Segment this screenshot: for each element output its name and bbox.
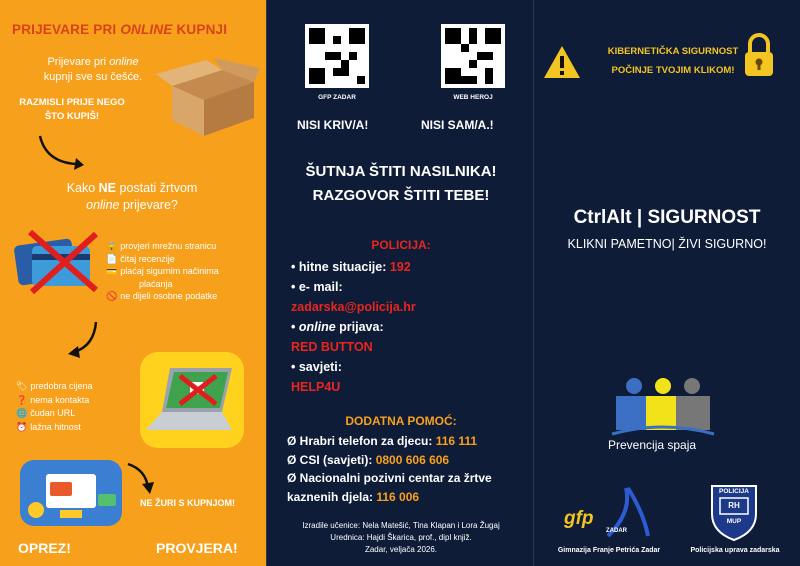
arrow-icon: [36, 132, 86, 172]
gfp-logo-text: gfp: [564, 508, 594, 529]
think-before-buying: RAZMISLI PRIJE NEGO ŠTO KUPIŠ!: [19, 97, 125, 122]
safety-tips-list: [106, 240, 266, 303]
list-item: 🚫 ne dijeli osobne podatke: [106, 291, 218, 301]
puzzle-people-icon: [608, 376, 718, 438]
police-title: POLICIJA:: [371, 238, 431, 252]
badge-top-text: POLICIJA: [719, 488, 749, 495]
padlock-icon: [742, 32, 776, 78]
red-button-link[interactable]: RED BUTTON: [291, 340, 373, 354]
cardboard-box-icon: [152, 56, 262, 138]
red-flags-list: [16, 380, 136, 434]
check-text: PROVJERA!: [156, 540, 238, 556]
arrow-icon: [124, 460, 156, 496]
list-item: 🌐 čudan URL: [16, 408, 76, 418]
list-item: Ø Hrabri telefon za djecu: 116 111: [287, 434, 478, 448]
right-panel: [534, 0, 800, 566]
brand-title: CtrlAlt | SIGURNOST: [573, 207, 761, 228]
school-name: Gimnazija Franje Petrića Zadar: [557, 547, 661, 554]
help4u-link[interactable]: HELP4U: [291, 380, 341, 394]
qr-code-webheroj[interactable]: [441, 24, 505, 88]
arrow-icon: [64, 318, 104, 362]
extra-help-title: DODATNA POMOĆ:: [345, 414, 457, 428]
online-payment-icon: [20, 460, 122, 526]
police-badge: [708, 480, 760, 542]
credits: Izradile učenice: Nela Matešić, Tina Klapan i Lora Žugaj Urednica: Hajdi Škarica, prof., dipl knjiž. Zadar, veljača 2026.: [302, 521, 500, 554]
laptop-icon: [140, 352, 244, 448]
gfp-logo-city: ZADAR: [606, 528, 627, 534]
left-panel: [0, 0, 266, 566]
left-intro: Prijevare pri online kupnji sve su češće.: [43, 56, 143, 83]
extra-help-list: [287, 432, 527, 506]
qr-code-icon: [309, 28, 365, 84]
qr-code-icon: [445, 28, 501, 84]
list-item: [291, 297, 521, 317]
list-item: Ø CSI (savjeti): 0800 606 606: [287, 452, 450, 467]
list-item: ❓ nema kontakta: [16, 394, 90, 405]
list-item: • online prijava:: [291, 320, 384, 334]
list-item: • savjeti:: [291, 360, 342, 374]
list-item: plaćanja: [139, 278, 173, 289]
warning-triangle-icon: [542, 44, 582, 80]
payment-illustration: [20, 460, 122, 526]
no-hurry-text: NE ŽURI S KUPNJOM!: [140, 498, 236, 508]
police-contacts-list: [291, 257, 521, 397]
how-not-victim: Kako NE postati žrtvom online prijevare?: [66, 181, 198, 212]
cyber-warning: KIBERNETIČKA SIGURNOST POČINJE TVOJIM KLIKOM!: [607, 46, 739, 76]
list-item: 💳 plaćaj sigurnim načinima: [106, 266, 219, 276]
police-unit-name: Policijska uprava zadarska: [690, 547, 780, 554]
list-item: Ø Nacionalni pozivni centar za žrtve kaznenih djela: 116 006: [287, 471, 492, 504]
qr-label-webheroj: WEB HEROJ: [453, 94, 493, 101]
badge-mup-text: MUP: [726, 518, 742, 525]
prevention-text: Prevencija spaja: [608, 438, 697, 452]
slogan-not-guilty: NISI KRIV/A!: [297, 118, 369, 132]
qr-label-gfp: GFP ZADAR: [318, 94, 356, 101]
list-item: 🔒 provjeri mrežnu stranicu: [106, 241, 217, 251]
middle-panel: [266, 0, 534, 566]
emergency-number[interactable]: 192: [389, 260, 411, 274]
list-item: 🏷 predobra cijena: [16, 381, 93, 391]
qr-code-gfp[interactable]: [305, 24, 369, 88]
slogan-not-alone: NISI SAM/A.!: [421, 118, 494, 132]
list-item: • e- mail:: [291, 280, 343, 294]
list-item: [291, 377, 521, 397]
gfp-logo: [562, 484, 654, 542]
left-title: PRIJEVARE PRI ONLINE KUPNJI: [12, 22, 228, 37]
list-item: [291, 337, 521, 357]
badge-rh-text: RH: [728, 501, 740, 510]
police-email-link[interactable]: zadarska@policija.hr: [291, 300, 416, 314]
credit-cards-crossed-icon: [12, 228, 102, 294]
list-item: • hitne situacije: 192: [291, 260, 411, 274]
laptop-illustration: [140, 352, 244, 448]
caution-text: OPREZ!: [18, 540, 71, 556]
brand-subtitle: KLIKNI PAMETNO| ŽIVI SIGURNO!: [567, 237, 767, 251]
silence-slogan: ŠUTNJA ŠTITI NASILNIKA! RAZGOVOR ŠTITI TEBE!: [305, 163, 497, 204]
list-item: ⏰ lažna hitnost: [16, 421, 81, 432]
list-item: 📄 čitaj recenzije: [106, 253, 175, 264]
